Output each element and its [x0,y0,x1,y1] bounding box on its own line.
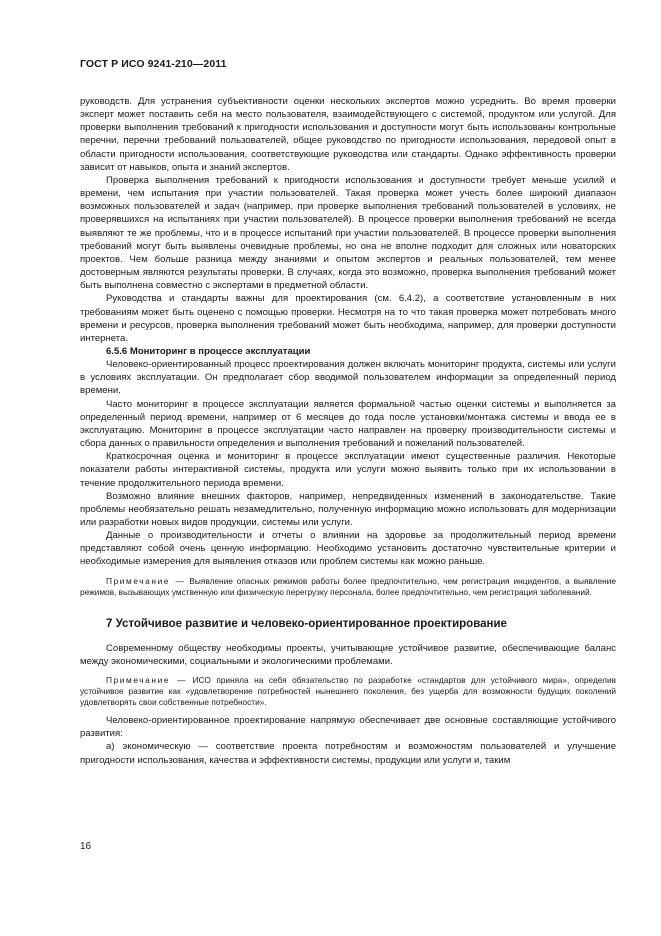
document-header: ГОСТ Р ИСО 9241-210—2011 [80,58,227,70]
paragraph: Человеко-ориентированный процесс проектирования должен включать мониторинг продукта, системы или услуги в условиях эксплуатации. Он предполагает сбор вводимой пользователем информации за определенный период времени. [80,359,616,397]
paragraph: Проверка выполнения требований к пригодности использования и доступности требует меньше усилий и времени, чем испытания при участии пользователей. Такая проверка может учесть более широкий диапазон возможных пользователей и задач (например, при проверке выполнения требований пользователей в условиях, не проверявшихся на испытаниях при участии пользователей). В процессе проверки выполнения требований не всегда выявляют те же проблемы, что и в процессе испытаний при участии пользователей. В процессе проверки выполнения требований могут быть выявлены очевидные проблемы, но она не вполне подходит для сложных или новаторских проектов. Чем больше разница между знаниями и опытом экспертов и реальных пользователей, тем менее достоверным являются результаты проверки. В случаях, когда это возможно, проверка выполнения требований может быть выполнена совместно с экспертами в предметной области. [80,174,616,292]
paragraph: Часто мониторинг в процессе эксплуатации является формальной частью оценки системы и выполняется за определенный период времени, например от 6 месяцев до года после установки/монтажа системы и ввода ее в эксплуатацию. Мониторинг в процессе эксплуатации часто направлен на проверку производительности системы и сбора данных о правильности определения и выполнения требований и пожеланий пользователей. [80,398,616,450]
paragraph: Современному обществу необходимы проекты, учитывающие устойчивое развитие, обеспечивающие баланс между экономическими, социальными и экологическими проблемами. [80,642,616,667]
note-label: Примечание — [106,675,188,686]
note-text: ИСО приняла на себя обязательство по разработке «стандартов для устойчивого мира», определив устойчивое развитие как «удовлетворение потребностей нынешнего поколения, без ущерба для возможности будущих поколений удовлетворять свои собственные потребности». [80,675,617,708]
note [80,576,616,598]
list-item: а) экономическую — соответствие проекта потребностям и возможностям пользователей и улучшение пригодности использования, качества и эффективности системы, продукции или услуги и, таким [80,741,616,766]
note-label: Примечание — [106,575,186,586]
document-body [80,95,616,767]
paragraph: Возможно влияние внешних факторов, например, непредвиденных изменений в законодательстве. Такие проблемы необязательно решать незамедлительно, полученную информацию можно использовать для модернизации или разработки новых видов продукции, системы или услуги. [80,490,616,528]
paragraph: Руководства и стандарты важны для проектирования (см. 6.4.2), а соответствие установленным в них требованиям может быть оценено с помощью проверки. Несмотря на то что такая проверка может потребовать много времени и ресурсов, проверка выполнения требований может быть необходима, например, для проверки доступности интернета. [80,293,616,344]
paragraph: Человеко-ориентированное проектирование напрямую обеспечивает две основные составляющие устойчивого развития: [80,715,616,740]
note [80,675,616,708]
page-number: 16 [80,841,92,852]
paragraph: Данные о производительности и отчеты о влиянии на здоровье за продолжительный период времени представляют собой очень ценную информацию. Необходимо установить достаточно чувствительные критерии и необходимые измерения для выявления отказов или проблем системы как можно раньше. [80,530,616,568]
section-heading: 7 Устойчивое развитие и человеко-ориентированное проектирование [106,617,507,630]
paragraph: Краткосрочная оценка и мониторинг в процессе эксплуатации имеют существенные различия. Некоторые показатели работы интерактивной системы, продукта или услуги можно выявить только при их использовании в течение продолжительного периода времени. [80,451,616,489]
note-text: Выявление опасных режимов работы более предпочтительно, чем регистрация инцидентов, а выявление режимов, вызывающих умственную или физическую перегрузку персонала, более предпочтительно, чем регистрация заболеваний. [80,575,617,597]
subsection-heading: 6.5.6 Мониторинг в процессе эксплуатации [106,345,311,357]
paragraph: руководств. Для устранения субъективности оценки нескольких экспертов можно усреднить. Во время проверки эксперт может поставить себя на место пользователя, взаимодействующего с системой, продуктом или услугой. Для проверки выполнения требований к пригодности использования и доступности могут быть использованы контрольные перечни, перечни требований пользователей, общее руководство по пригодности использования, передовой опыт в области пригодности использования, соответствующие руководства или стандарты. Однако эффективность проверки зависит от навыков, опыта и знаний экспертов. [80,96,616,173]
